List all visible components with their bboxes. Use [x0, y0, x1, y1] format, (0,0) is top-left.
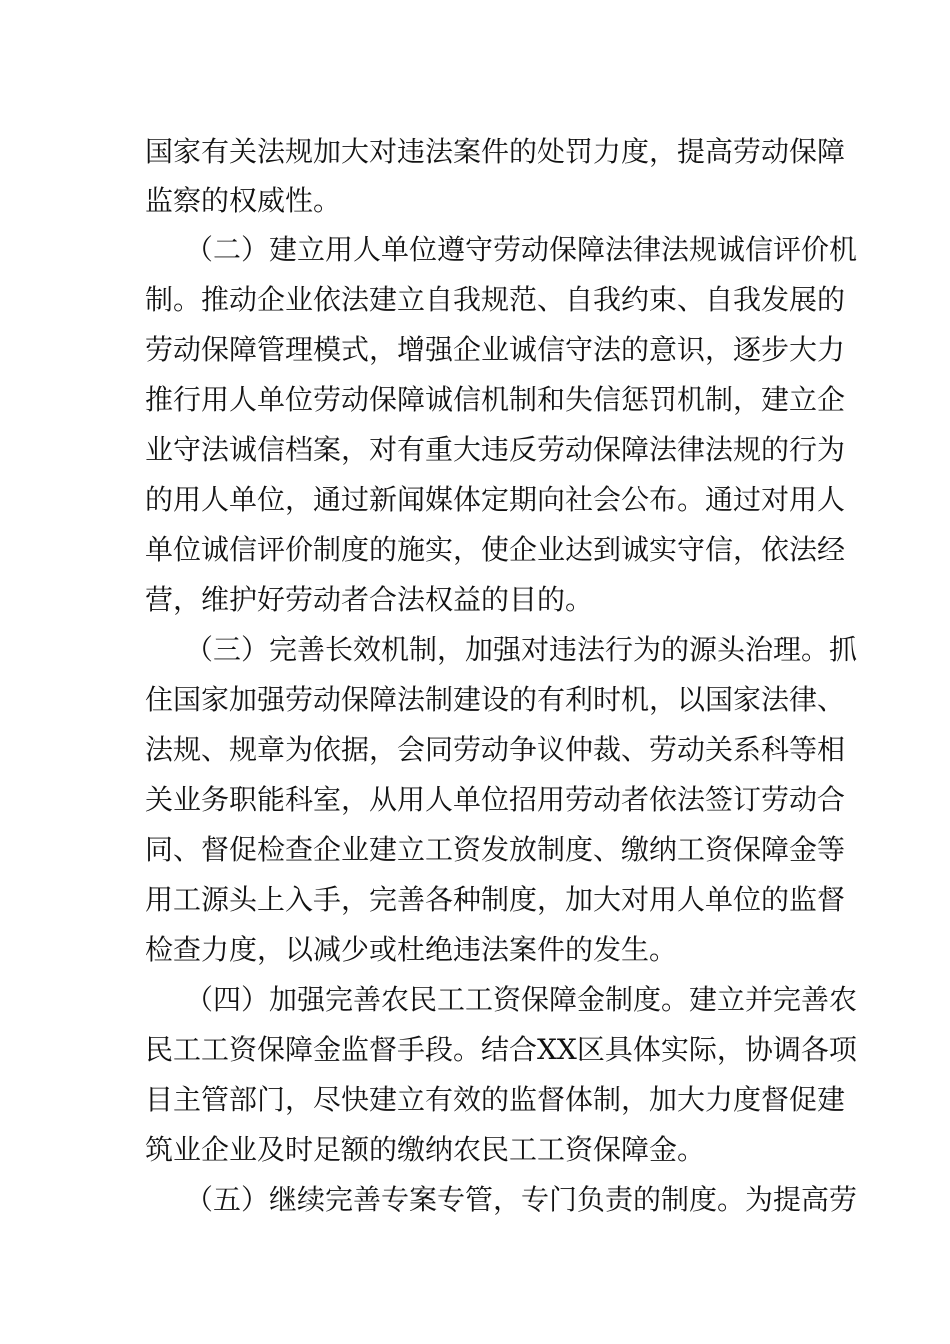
text-line: 业守法诚信档案，对有重大违反劳动保障法律法规的行为: [145, 433, 846, 466]
text-line: 检查力度，以减少或杜绝违法案件的发生。: [145, 933, 678, 966]
text-line: 用工源头上入手，完善各种制度，加大对用人单位的监督: [145, 883, 846, 916]
text-line: 单位诚信评价制度的施实，使企业达到诚实守信，依法经: [145, 533, 846, 566]
text-line: 法规、规章为依据，会同劳动争议仲裁、劳动关系科等相: [145, 733, 846, 766]
text-line: （二）建立用人单位遵守劳动保障法律法规诚信评价机: [185, 233, 858, 266]
text-line: （三）完善长效机制，加强对违法行为的源头治理。抓: [185, 633, 858, 666]
text-line: 住国家加强劳动保障法制建设的有利时机，以国家法律、: [145, 683, 846, 716]
text-line: 关业务职能科室，从用人单位招用劳动者依法签订劳动合: [145, 783, 846, 816]
text-line: 劳动保障管理模式，增强企业诚信守法的意识，逐步大力: [145, 333, 846, 366]
text-line: 国家有关法规加大对违法案件的处罚力度，提高劳动保障: [145, 135, 846, 168]
text-line: 制。推动企业依法建立自我规范、自我约束、自我发展的: [145, 283, 846, 316]
text-line: 目主管部门，尽快建立有效的监督体制，加大力度督促建: [145, 1083, 846, 1116]
text-line: 营，维护好劳动者合法权益的目的。: [145, 583, 594, 616]
text-line: 民工工资保障金监督手段。结合XX区具体实际，协调各项: [145, 1033, 857, 1066]
text-line: 筑业企业及时足额的缴纳农民工工资保障金。: [145, 1133, 706, 1166]
text-line: （四）加强完善农民工工资保障金制度。建立并完善农: [185, 983, 858, 1016]
text-line: 推行用人单位劳动保障诚信机制和失信惩罚机制，建立企: [145, 383, 846, 416]
text-line: 监察的权威性。: [145, 184, 342, 217]
text-line: 的用人单位，通过新闻媒体定期向社会公布。通过对用人: [145, 483, 846, 516]
text-line: （五）继续完善专案专管，专门负责的制度。为提高劳: [185, 1183, 858, 1216]
text-line: 同、督促检查企业建立工资发放制度、缴纳工资保障金等: [145, 833, 846, 866]
